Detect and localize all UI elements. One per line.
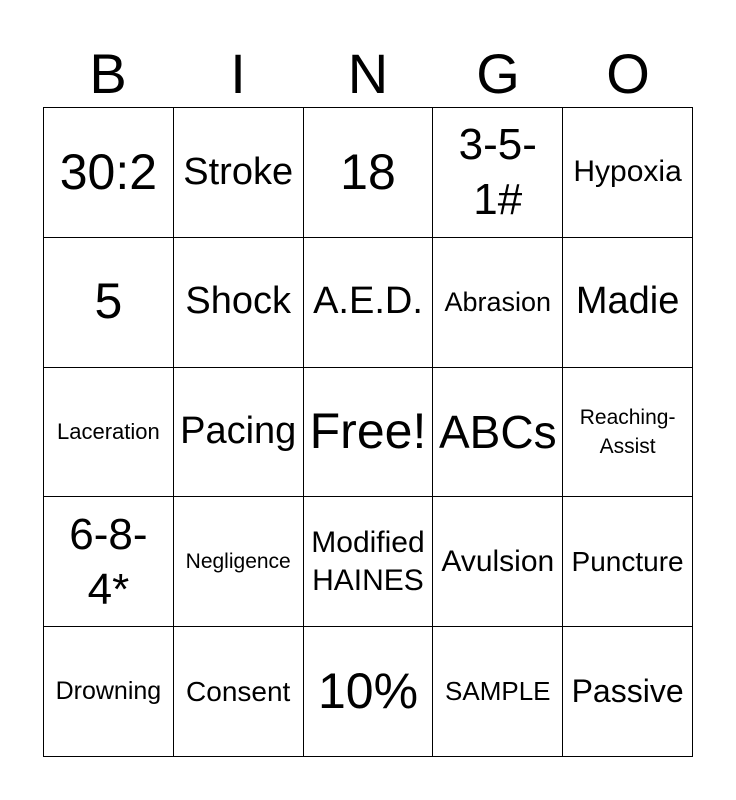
cell-text: Abrasion (444, 286, 552, 317)
header-letter-g: G (476, 42, 520, 105)
bingo-cell[interactable] (44, 368, 174, 498)
bingo-cell[interactable] (44, 497, 174, 627)
bingo-cell[interactable] (44, 238, 174, 368)
header-letter-b: B (89, 42, 127, 105)
bingo-cell[interactable] (563, 368, 693, 498)
cell-text: Pacing (180, 410, 297, 453)
bingo-cell[interactable] (563, 627, 693, 757)
cell-text: Laceration (57, 419, 160, 445)
cell-text: 30:2 (59, 143, 158, 200)
bingo-cell[interactable] (433, 497, 563, 627)
cell-text: ABCs (438, 405, 557, 458)
bingo-cell[interactable] (304, 238, 434, 368)
cell-text: Negligence (185, 549, 291, 573)
bingo-cell[interactable] (433, 368, 563, 498)
cell-text: Shock (185, 280, 291, 323)
bingo-cell[interactable] (563, 497, 693, 627)
cell-text: Hypoxia (573, 155, 682, 189)
bingo-cell[interactable] (304, 368, 434, 498)
cell-text: Free! (309, 403, 427, 460)
cell-text: Avulsion (441, 544, 555, 578)
bingo-cell[interactable] (433, 108, 563, 238)
cell-text: 18 (340, 143, 396, 200)
bingo-cell[interactable] (304, 497, 434, 627)
bingo-header (43, 40, 693, 108)
bingo-cell[interactable] (304, 108, 434, 238)
bingo-cell[interactable] (433, 627, 563, 757)
bingo-cell[interactable] (174, 238, 304, 368)
cell-text: 6-8-4* (69, 509, 148, 614)
cell-text: Passive (571, 673, 684, 710)
cell-text: Madie (575, 280, 680, 323)
cell-text: 5 (94, 273, 123, 330)
cell-text: A.E.D. (313, 280, 423, 323)
bingo-cell[interactable] (563, 108, 693, 238)
cell-text: SAMPLE (445, 675, 551, 706)
cell-text: Puncture (571, 545, 684, 577)
cell-text: Consent (186, 675, 291, 707)
cell-text: Drowning (55, 677, 162, 706)
header-letter-i: I (230, 42, 246, 105)
bingo-cell[interactable] (433, 238, 563, 368)
bingo-cell[interactable] (174, 368, 304, 498)
bingo-cell[interactable] (174, 108, 304, 238)
cell-text: 10% (317, 662, 419, 719)
cell-text: Reaching-Assist (579, 405, 676, 458)
header-letter-o: O (606, 42, 650, 105)
bingo-cell[interactable] (563, 238, 693, 368)
cell-text: Modified HAINES (311, 526, 425, 597)
bingo-board (43, 107, 693, 757)
header-letter-n: N (347, 42, 389, 105)
bingo-cell[interactable] (174, 627, 304, 757)
cell-text: Stroke (183, 150, 294, 193)
bingo-cell[interactable] (44, 108, 174, 238)
bingo-cell[interactable] (304, 627, 434, 757)
cell-text: 3-5-1# (458, 120, 537, 225)
bingo-cell[interactable] (174, 497, 304, 627)
bingo-cell[interactable] (44, 627, 174, 757)
